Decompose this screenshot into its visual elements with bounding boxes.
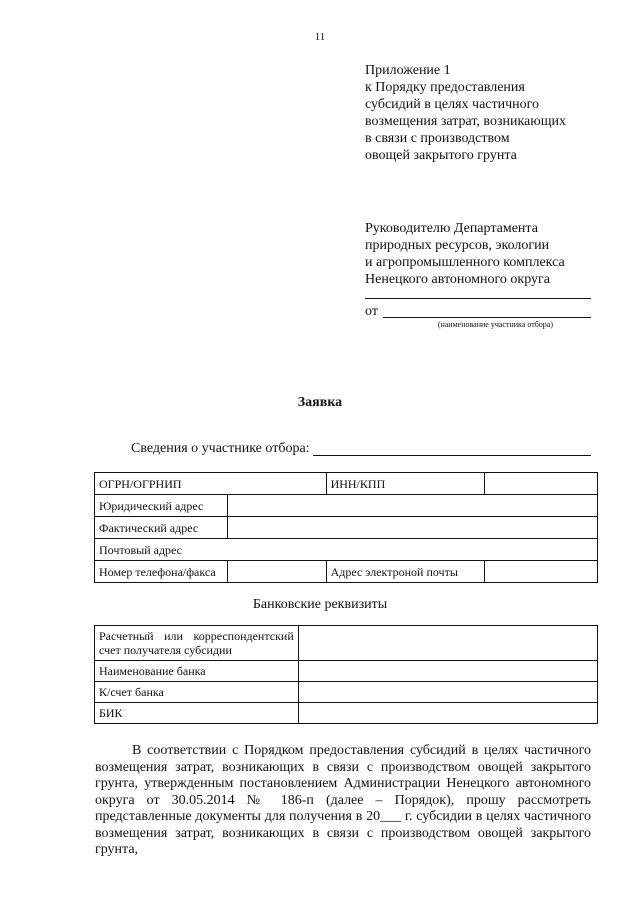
table-cell: ИНН/КПП — [326, 473, 485, 495]
document-title: Заявка — [297, 395, 343, 410]
appendix-line: субсидий в целях частичного — [365, 97, 540, 112]
table-cell: Юридический адрес — [95, 495, 228, 517]
table-row — [95, 473, 598, 495]
addressee-line: Руководителю Департамента — [365, 221, 538, 236]
table-cell: Наименование банка — [95, 661, 299, 682]
table-row — [95, 703, 598, 724]
addressee-line: Ненецкого автономного округа — [365, 272, 550, 287]
body-paragraph: В соответствии с Порядком предоставления субсидий в целях частичного возмещения затрат, возникающих в связи с производством овощей закрытого грунта, утвержденным постановлением Администрации Ненецкого автономного округа от 30.05.2014 № 186-п (далее – Порядок), прошу рассмотреть представленные документы для получения в 20___ г. субсидии в целях частичного возмещения затрат, возникающих в связи с производством овощей закрытого грунта, — [95, 743, 591, 857]
addressee-block — [365, 220, 605, 288]
addressee-line: и агропромышленного комплекса — [365, 255, 565, 270]
table-cell: Фактический адрес — [95, 517, 228, 539]
from-note: (наименование участника отбора) — [437, 320, 553, 329]
table-cell — [95, 626, 299, 661]
appendix-line: в связи с производством — [365, 131, 510, 146]
table-row — [95, 539, 598, 561]
bank-table — [94, 625, 598, 724]
account-label-line: Расчетный или корреспондентский — [99, 629, 294, 643]
appendix-line: Приложение 1 — [365, 63, 451, 78]
table-cell-empty — [227, 517, 597, 539]
account-label-line: счет получателя субсидии — [99, 643, 232, 657]
table-row — [95, 561, 598, 583]
table-cell-empty — [485, 473, 598, 495]
table-cell-empty — [298, 626, 597, 661]
table-row — [95, 495, 598, 517]
table-row — [95, 626, 598, 661]
table-cell-empty — [227, 561, 326, 583]
from-row — [365, 304, 591, 320]
signature-blank-line — [365, 298, 591, 299]
table-cell: Адрес электроной почты — [326, 561, 485, 583]
bank-details-heading: Банковские реквизиты — [252, 597, 388, 612]
table-cell: БИК — [95, 703, 299, 724]
table-cell: ОГРН/ОГРНИП — [95, 473, 327, 495]
page-number: 11 — [314, 31, 326, 43]
table-cell-empty — [298, 682, 597, 703]
from-label: от — [365, 304, 378, 319]
addressee-line: природных ресурсов, экологии — [365, 238, 550, 253]
appendix-line: овощей закрытого грунта — [365, 148, 517, 163]
table-cell-empty — [298, 661, 597, 682]
from-blank-line — [383, 317, 591, 318]
table-cell: К/счет банка — [95, 682, 299, 703]
table-cell-empty — [485, 561, 598, 583]
appendix-header — [365, 62, 605, 164]
table-row — [95, 682, 598, 703]
table-row — [95, 661, 598, 682]
table-cell-empty — [227, 495, 597, 517]
participant-info-blank-line — [313, 455, 591, 456]
table-row — [95, 517, 598, 539]
table-cell: Номер телефона/факса — [95, 561, 228, 583]
appendix-line: возмещения затрат, возникающих — [365, 114, 566, 129]
participant-table — [94, 472, 598, 583]
participant-info-label: Сведения о участнике отбора: — [131, 441, 310, 456]
table-cell-empty — [298, 703, 597, 724]
table-cell: Почтовый адрес — [95, 539, 598, 561]
appendix-line: к Порядку предоставления — [365, 80, 525, 95]
